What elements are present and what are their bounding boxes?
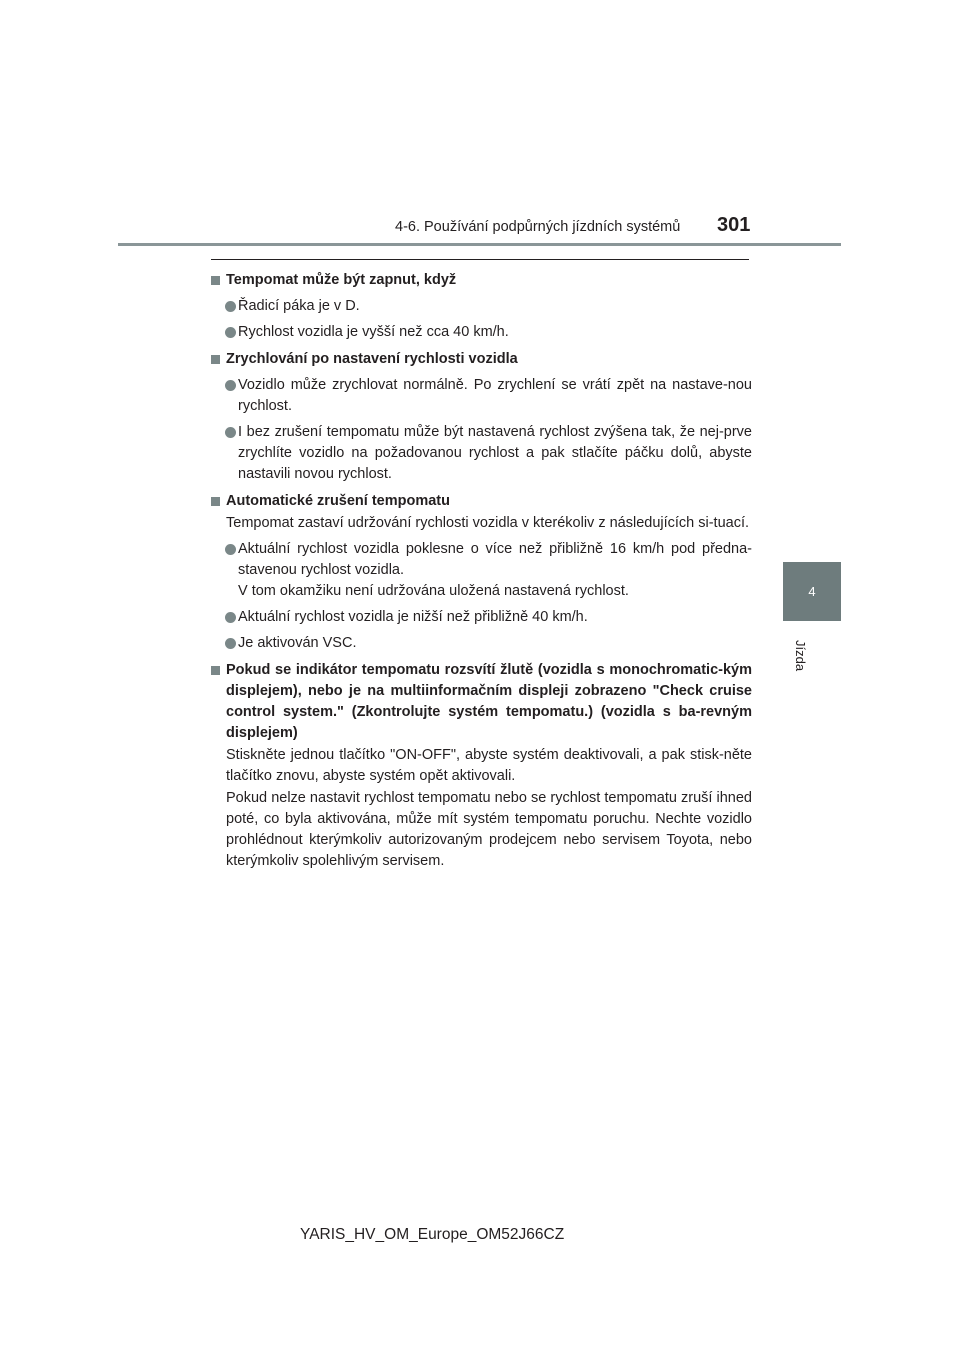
circle-bullet-icon [225, 612, 236, 623]
square-bullet-icon [211, 355, 220, 364]
circle-bullet-icon [225, 327, 236, 338]
circle-bullet-icon [225, 544, 236, 555]
section-intro: Tempomat zastaví udržování rychlosti vozidla v kterékoliv z následujících si-tuací. [226, 515, 750, 531]
section-4 [211, 660, 752, 872]
square-bullet-icon [211, 666, 220, 675]
chapter-tab [783, 562, 841, 621]
bullet-text-extra: V tom okamžiku není udržována uložená nastavená rychlost. [238, 583, 629, 599]
header-rule [118, 243, 841, 246]
content-rule [211, 259, 749, 260]
chapter-number: 4 [808, 584, 816, 599]
square-bullet-icon [211, 497, 220, 506]
section-2 [211, 349, 752, 485]
circle-bullet-icon [225, 427, 236, 438]
section-3 [211, 491, 752, 654]
section-paragraph: Stiskněte jednou tlačítko "ON-OFF", abyste systém deaktivovali, a pak stisk-něte tlačítko znovu, abyste systém opět aktivovali. [226, 747, 752, 784]
main-content [211, 270, 752, 878]
circle-bullet-icon [225, 380, 236, 391]
circle-bullet-icon [225, 638, 236, 649]
section-paragraph: Pokud nelze nastavit rychlost tempomatu nebo se rychlost tempomatu zruší ihned poté, co byla aktivována, může mít systém tempomatu poruchu. Nechte vozidlo prohlédnout kterýmkoliv autorizovaným prodejcem nebo servisem Toyota, nebo kterýmkoliv spolehlivým servisem. [226, 790, 752, 869]
section-heading: Zrychlování po nastavení rychlosti vozidla [226, 351, 518, 367]
section-1 [211, 270, 752, 343]
bullet-text: Řadicí páka je v D. [238, 298, 360, 314]
bullet-text: I bez zrušení tempomatu může být nastavená rychlost zvýšena tak, že nej-prve zrychlíte vozidlo na požadovanou rychlost a pak stlačíte páčku dolů, abyste nastavili novou rychlost. [238, 424, 752, 482]
bullet-text: Vozidlo může zrychlovat normálně. Po zrychlení se vrátí zpět na nastave-nou rychlost. [238, 377, 752, 414]
bullet-text: Aktuální rychlost vozidla poklesne o více než přibližně 16 km/h pod předna-stavenou rychlost vozidla. [238, 541, 752, 578]
square-bullet-icon [211, 276, 220, 285]
bullet-text: Rychlost vozidla je vyšší než cca 40 km/h. [238, 324, 509, 340]
section-heading: Tempomat může být zapnut, když [226, 272, 457, 288]
document-code: YARIS_HV_OM_Europe_OM52J66CZ [300, 1226, 565, 1243]
page-number: 301 [717, 214, 751, 236]
bullet-text: Aktuální rychlost vozidla je nižší než přibližně 40 km/h. [238, 609, 588, 625]
section-title: 4-6. Používání podpůrných jízdních systémů [395, 219, 681, 235]
circle-bullet-icon [225, 301, 236, 312]
bullet-text: Je aktivován VSC. [238, 635, 357, 651]
section-heading: Automatické zrušení tempomatu [226, 493, 450, 509]
chapter-label: Jízda [793, 640, 808, 672]
section-heading: Pokud se indikátor tempomatu rozsvítí žlutě (vozidla s monochromatic-kým displejem), nebo je na multiinformačním displeji zobrazeno "Check cruise control system." (Zkontrolujte systém tempomatu.) (vozidla s ba-revným displejem) [226, 662, 752, 741]
